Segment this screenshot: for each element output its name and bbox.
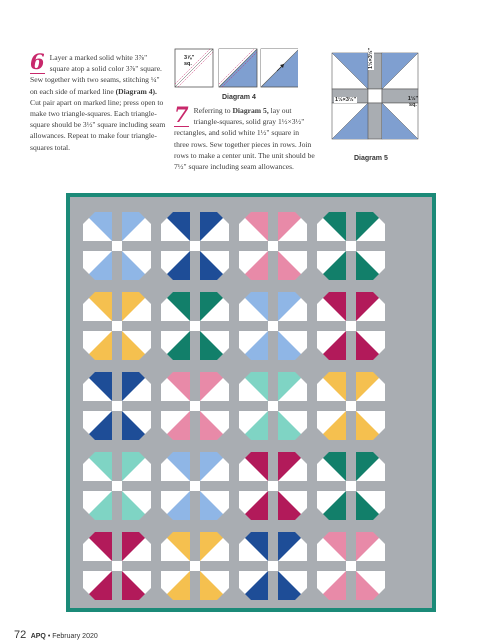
quilt-block	[161, 372, 229, 440]
quilt-block	[239, 372, 307, 440]
step-text: Referring to	[193, 106, 233, 115]
rectangle-size-label-vertical: 1½×3½"	[368, 47, 374, 69]
step-7	[174, 102, 316, 172]
square-size-label: 3⅞" sq.	[184, 55, 195, 67]
step-text-cont: lay out triangle-squares, solid gray 1½×3½" rectangles, and solid white 1½" square in three rows. Sew together pieces in rows. Join rows to make a center unit. The unit should be 7½" square including seam allowances.	[174, 106, 315, 172]
step-number: 7	[174, 102, 189, 127]
diagram-reference: Diagram 5,	[232, 106, 269, 115]
quilt-block	[83, 292, 151, 360]
step-6	[30, 49, 167, 153]
page-footer: 72 APQ • February 2020	[14, 629, 98, 641]
quilt-block	[317, 212, 385, 280]
quilt-block	[239, 452, 307, 520]
diagram-4-graphic	[174, 47, 298, 93]
quilt-block	[317, 452, 385, 520]
diagram-4	[174, 47, 298, 99]
diagram-reference: (Diagram 4).	[115, 86, 157, 96]
quilt-block	[161, 212, 229, 280]
square-size-label: 1½" sq.	[407, 96, 419, 108]
quilt-block	[317, 532, 385, 600]
quilt-block	[83, 212, 151, 280]
quilt-block	[239, 532, 307, 600]
page-number: 72	[14, 629, 27, 641]
quilt-block	[317, 372, 385, 440]
quilt-block	[239, 212, 307, 280]
magazine-name: APQ	[30, 633, 46, 640]
quilt-block	[83, 452, 151, 520]
quilt-block	[161, 292, 229, 360]
step-text-cont: Cut pair apart on marked line; press open to make two triangle-squares. Each triangle-square should be 3½" square including seam allowances. Repeat to make four triangle-squares total.	[30, 97, 166, 152]
rectangle-size-label-horizontal: 1½×3½"	[335, 97, 357, 103]
quilt-block	[317, 292, 385, 360]
step-number: 6	[30, 49, 45, 74]
quilt-photo	[66, 193, 436, 612]
issue-date: February 2020	[52, 633, 98, 640]
quilt-block	[239, 292, 307, 360]
quilt-block	[161, 452, 229, 520]
quilt-block	[161, 532, 229, 600]
quilt-block	[83, 532, 151, 600]
diagram-4-caption: Diagram 4	[222, 94, 256, 101]
quilt-block	[83, 372, 151, 440]
step-text: Layer a marked solid white 3⅞" square atop a solid color 3⅞" square. Sew together with two seams, stitching ¼" on each side of marked line	[30, 53, 162, 96]
diagram-5-caption: Diagram 5	[354, 155, 388, 162]
quilt-background	[70, 197, 432, 608]
